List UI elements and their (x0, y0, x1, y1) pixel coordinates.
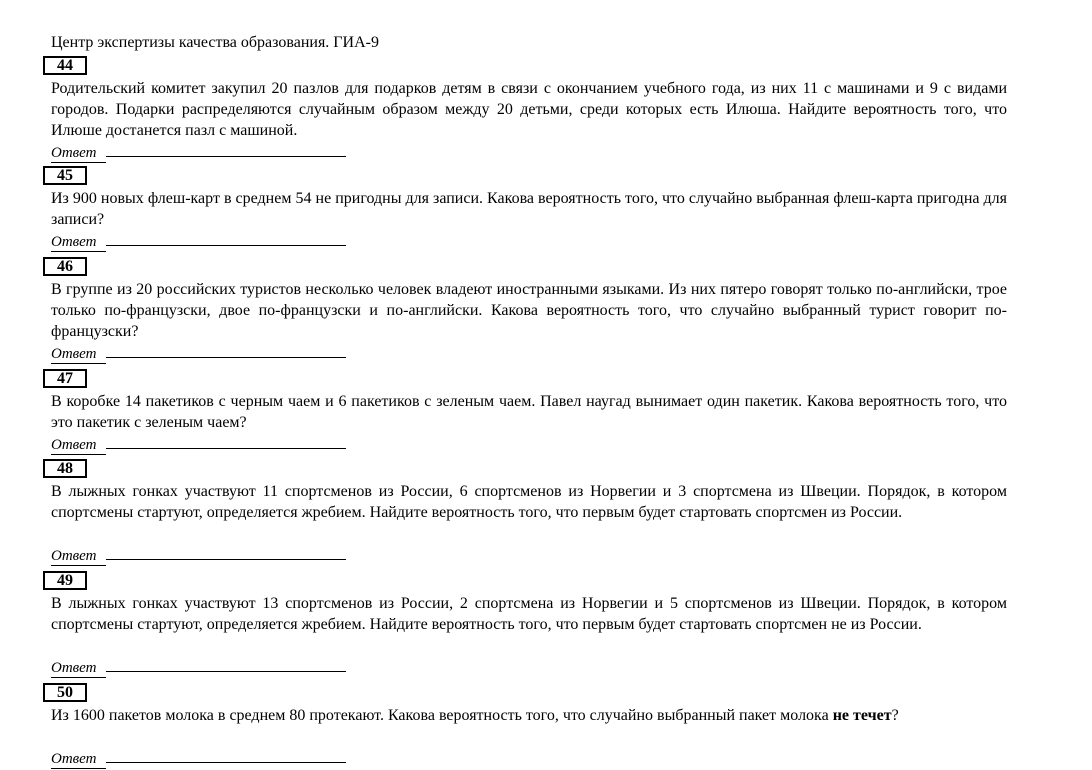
answer-label: Ответ (51, 144, 106, 163)
task-number: 47 (43, 369, 87, 388)
answer-field[interactable] (51, 750, 346, 769)
answer-label: Ответ (51, 345, 106, 364)
answer-label: Ответ (51, 750, 106, 769)
task-text-bold: не течет (832, 707, 892, 724)
answer-field[interactable] (51, 436, 346, 455)
document-header: Центр экспертизы качества образования. ГИА-9 (51, 34, 379, 51)
task-number: 50 (43, 683, 87, 702)
task-text: Родительский комитет закупил 20 пазлов для подарков детям в связи с окончанием учебного года, из них 11 с машинами и 9 с видами городов. Подарки распределяются случайным образом между 20 детьми, среди которых есть Илюша. Найдите вероятность того, что Илюше достанется пазл с машиной. (51, 80, 1007, 139)
answer-line[interactable] (106, 155, 346, 157)
answer-line[interactable] (106, 761, 346, 763)
task-text: В лыжных гонках участвуют 13 спортсменов из России, 2 спортсмена из Норвегии и 5 спортсменов из Швеции. Порядок, в котором спортсмены стартуют, определяется жребием. Найдите вероятность того, что первым будет стартовать спортсмен не из России. (51, 595, 1007, 633)
answer-field[interactable] (51, 547, 346, 566)
answer-field[interactable] (51, 659, 346, 678)
task-number: 48 (43, 459, 87, 478)
task-text: Из 900 новых флеш-карт в среднем 54 не пригодны для записи. Какова вероятность того, что случайно выбранная флеш-карта пригодна для записи? (51, 190, 1007, 228)
answer-line[interactable] (106, 447, 346, 449)
task-text: В коробке 14 пакетиков с черным чаем и 6 пакетиков с зеленым чаем. Павел наугад вынимает один пакетик. Какова вероятность того, что это пакетик с зеленым чаем? (51, 393, 1007, 431)
answer-field[interactable] (51, 144, 346, 163)
answer-field[interactable] (51, 233, 346, 252)
task-number: 46 (43, 257, 87, 276)
answer-label: Ответ (51, 233, 106, 252)
answer-line[interactable] (106, 558, 346, 560)
answer-label: Ответ (51, 436, 106, 455)
answer-line[interactable] (106, 356, 346, 358)
answer-line[interactable] (106, 244, 346, 246)
task-text (51, 705, 1007, 726)
task-number: 44 (43, 56, 87, 75)
task-text-after: ? (891, 707, 899, 724)
task-text: В группе из 20 российских туристов несколько человек владеют иностранными языками. Из них пятеро говорят только по-английски, трое только по-французски, двое по-французски и по-английски. Какова вероятность того, что случайно выбранный турист говорит по-французски? (51, 281, 1007, 340)
answer-line[interactable] (106, 670, 346, 672)
answer-field[interactable] (51, 345, 346, 364)
task-text: В лыжных гонках участвуют 11 спортсменов из России, 6 спортсменов из Норвегии и 3 спортсмена из Швеции. Порядок, в котором спортсмены стартуют, определяется жребием. Найдите вероятность того, что первым будет стартовать спортсмен из России. (51, 483, 1007, 521)
task-number: 45 (43, 166, 87, 185)
task-number: 49 (43, 571, 87, 590)
task-text-before: Из 1600 пакетов молока в среднем 80 протекают. Какова вероятность того, что случайно выбранный пакет молока (51, 707, 833, 724)
answer-label: Ответ (51, 547, 106, 566)
answer-label: Ответ (51, 659, 106, 678)
